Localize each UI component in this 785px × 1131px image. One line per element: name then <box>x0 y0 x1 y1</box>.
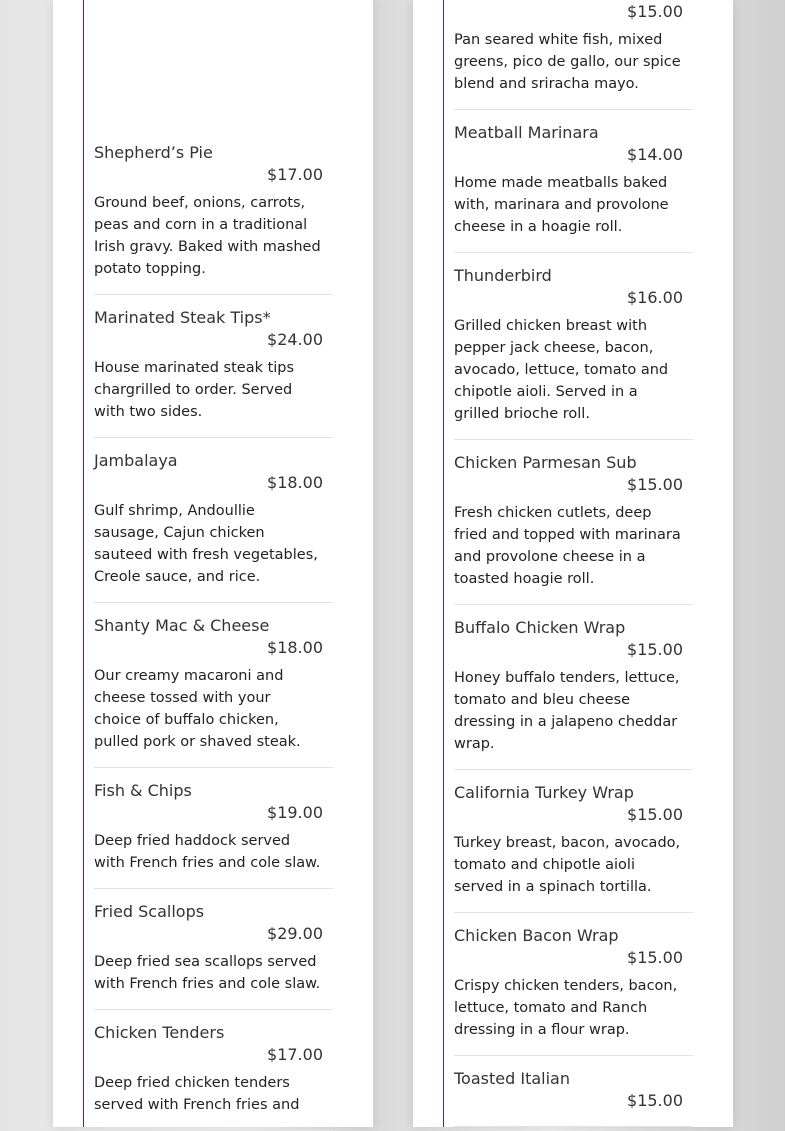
menu-item-description: Fresh chicken cutlets, deep fried and topped with marinara and provolone cheese in a toasted hoagie roll. <box>454 505 681 587</box>
menu-item <box>94 603 333 768</box>
menu-item-name: Chicken Parmesan Sub <box>454 453 637 472</box>
menu-item <box>454 913 693 1056</box>
menu-item-price: $15.00 <box>627 475 683 494</box>
menu-column-right <box>413 0 733 1127</box>
menu-column-left <box>53 0 373 1127</box>
menu-item <box>454 440 693 605</box>
menu-item <box>94 438 333 603</box>
menu-item-price: $24.00 <box>267 330 323 349</box>
menu-item-description: House marinated steak tips chargrilled to order. Served with two sides. <box>94 360 295 420</box>
menu-item-description: Gulf shrimp, Andoullie sausage, Cajun chicken sauteed with fresh vegetables, Creole sauce, and rice. <box>94 503 318 585</box>
menu-item-description: Honey buffalo tenders, lettuce, tomato and bleu cheese dressing in a jalapeno cheddar wrap. <box>454 670 680 752</box>
menu-item-price: $18.00 <box>267 473 323 492</box>
menu-item <box>94 768 333 889</box>
menu-item-name: Toasted Italian <box>454 1069 570 1088</box>
menu-item-name: Chicken Bacon Wrap <box>454 926 619 945</box>
menu-item-price: $29.00 <box>267 924 323 943</box>
menu-item-price: $15.00 <box>627 640 683 659</box>
menu-item <box>94 889 333 1010</box>
menu-item-description: Crispy chicken tenders, bacon, lettuce, tomato and Ranch dressing in a flour wrap. <box>454 978 678 1038</box>
menu-item-name: Fish & Chips <box>94 781 192 800</box>
menu-item-price: $15.00 <box>627 805 683 824</box>
menu-item-price: $15.00 <box>627 1091 683 1110</box>
menu-column-left-rule <box>83 0 333 1127</box>
menu-item <box>94 130 333 295</box>
menu-item <box>454 605 693 770</box>
menu-item <box>454 770 693 913</box>
menu-item-name: Buffalo Chicken Wrap <box>454 618 626 637</box>
menu-item-description: Grilled chicken breast with pepper jack cheese, bacon, avocado, lettuce, tomato and chipotle aioli. Served in a grilled brioche roll. <box>454 318 669 422</box>
menu-item-price: $17.00 <box>267 165 323 184</box>
menu-item-name: Jambalaya <box>94 451 178 470</box>
menu-item-price: $19.00 <box>267 803 323 822</box>
menu-item-name: Marinated Steak Tips* <box>94 308 271 327</box>
menu-item-price: $14.00 <box>627 145 683 164</box>
menu-list-left <box>94 130 333 1131</box>
menu-list-right <box>454 1 693 1127</box>
menu-item-description: Home made meatballs baked with, marinara and provolone cheese in a hoagie roll. <box>454 175 669 235</box>
menu-item-price: $18.00 <box>267 638 323 657</box>
menu-item <box>454 110 693 253</box>
menu-item-price: $17.00 <box>267 1045 323 1064</box>
menu-item <box>454 1 693 110</box>
menu-item-name: Chicken Tenders <box>94 1023 225 1042</box>
menu-item-description: Turkey breast, bacon, avocado, tomato and chipotle aioli served in a spinach tortilla. <box>454 835 681 895</box>
menu-item-description: Deep fried chicken tenders served with French fries and <box>94 1075 300 1113</box>
menu-item-description: Deep fried sea scallops served with French fries and cole slaw. <box>94 954 321 992</box>
menu-item-name: Fried Scallops <box>94 902 205 921</box>
menu-item-name: Shanty Mac & Cheese <box>94 616 270 635</box>
menu-item-name: Thunderbird <box>454 266 552 285</box>
menu-item <box>454 1056 693 1127</box>
menu-item-name: California Turkey Wrap <box>454 783 634 802</box>
menu-item <box>454 253 693 440</box>
menu-item-description: Deep fried haddock served with French fries and cole slaw. <box>94 833 321 871</box>
menu-item-name: Meatball Marinara <box>454 123 599 142</box>
menu-item-price: $15.00 <box>627 2 683 21</box>
menu-item <box>94 1010 333 1131</box>
menu-item <box>94 295 333 438</box>
menu-item-description: Pan seared white fish, mixed greens, pico de gallo, our spice blend and sriracha mayo. <box>454 32 681 92</box>
menu-column-right-rule <box>443 0 693 1127</box>
menu-item-price: $16.00 <box>627 288 683 307</box>
menu-item-description: Our creamy macaroni and cheese tossed with your choice of buffalo chicken, pulled pork or shaved steak. <box>94 668 301 750</box>
menu-item-price: $15.00 <box>627 948 683 967</box>
menu-item-name: Shepherd’s Pie <box>94 143 213 162</box>
menu-item-description: Ground beef, onions, carrots, peas and corn in a traditional Irish gravy. Baked with mashed potato topping. <box>94 195 321 277</box>
